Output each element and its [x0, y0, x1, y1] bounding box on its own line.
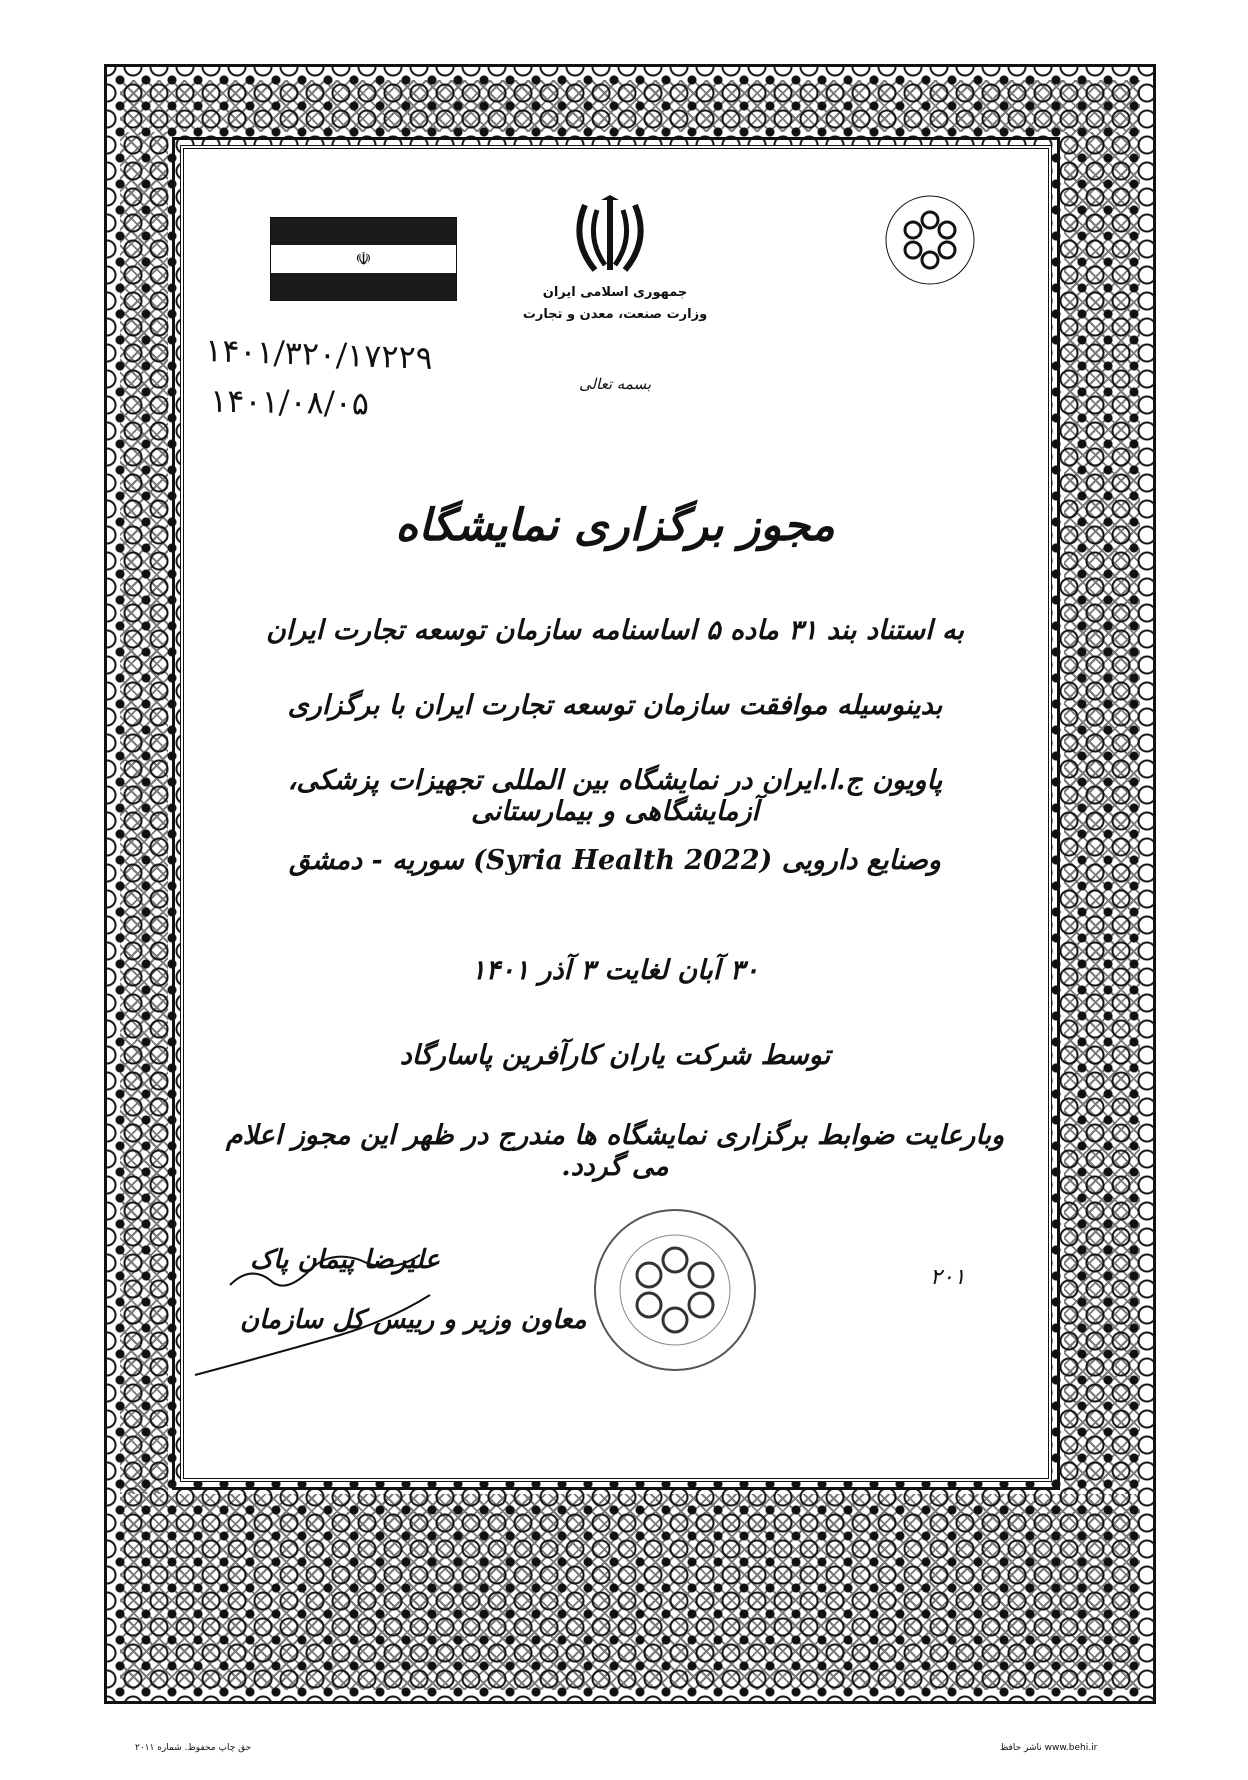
signatory-name: علیرضا پیمان پاک — [250, 1245, 440, 1275]
organizer-company: توسط شرکت یاران کارآفرین پاسارگاد — [399, 1040, 831, 1071]
trade-promotion-organization-logo — [880, 190, 980, 290]
iran-flag — [270, 217, 457, 301]
iran-emblem-icon — [565, 195, 655, 280]
ornament-left — [120, 132, 168, 1494]
signatory-title: معاون وزیر و رییس کل سازمان — [240, 1305, 587, 1335]
compliance-statement: وبارعایت ضوابط برگزاری نمایشگاه ها مندرج در ظهر این مجوز اعلام می گردد. — [225, 1120, 1005, 1182]
flag-emblem-icon: ☫ — [271, 245, 456, 273]
body-line-1: به استناد بند ۳۱ ماده ۵ اساسنامه سازمان توسعه تجارت ایران — [265, 615, 965, 646]
footer-publisher: www.behi.ir ناشر حافظ — [1000, 1743, 1098, 1753]
letter-date: ۱۴۰۱/۰۸/۰۵ — [209, 381, 370, 423]
footer-copyright: حق چاپ محفوظ. شماره ۲۰۱۱ — [135, 1743, 252, 1753]
body-line-4: وصنایع دارویی (Syria Health 2022) سوریه - دمشق — [289, 845, 941, 876]
government-name: جمهوری اسلامی ایران — [542, 285, 688, 300]
invocation: بسمه تعالی — [578, 375, 652, 393]
ornament-bottom — [120, 1494, 1140, 1690]
ministry-name: وزارت صنعت، معدن و تجارت — [522, 307, 708, 322]
handwritten-mark: ۲۰۱ — [930, 1265, 966, 1290]
body-line-2: بدینوسیله موافقت سازمان توسعه تجارت ایران با برگزاری — [287, 690, 943, 721]
ornament-right — [1064, 132, 1140, 1494]
certificate-title: مجوز برگزاری نمایشگاه — [395, 500, 835, 551]
ornament-top — [120, 80, 1140, 132]
event-dates: ۳۰ آبان لغایت ۳ آذر ۱۴۰۱ — [471, 955, 759, 986]
organization-seal-stamp — [590, 1205, 760, 1375]
body-line-3: پاویون ج.ا.ایران در نمایشگاه بین المللی تجهیزات پزشکی، آزمایشگاهی و بیمارستانی — [287, 765, 943, 827]
letter-number: ۱۴۰۱/۳۲۰/۱۷۲۲۹ — [204, 331, 434, 377]
certificate-page — [180, 145, 1052, 1482]
